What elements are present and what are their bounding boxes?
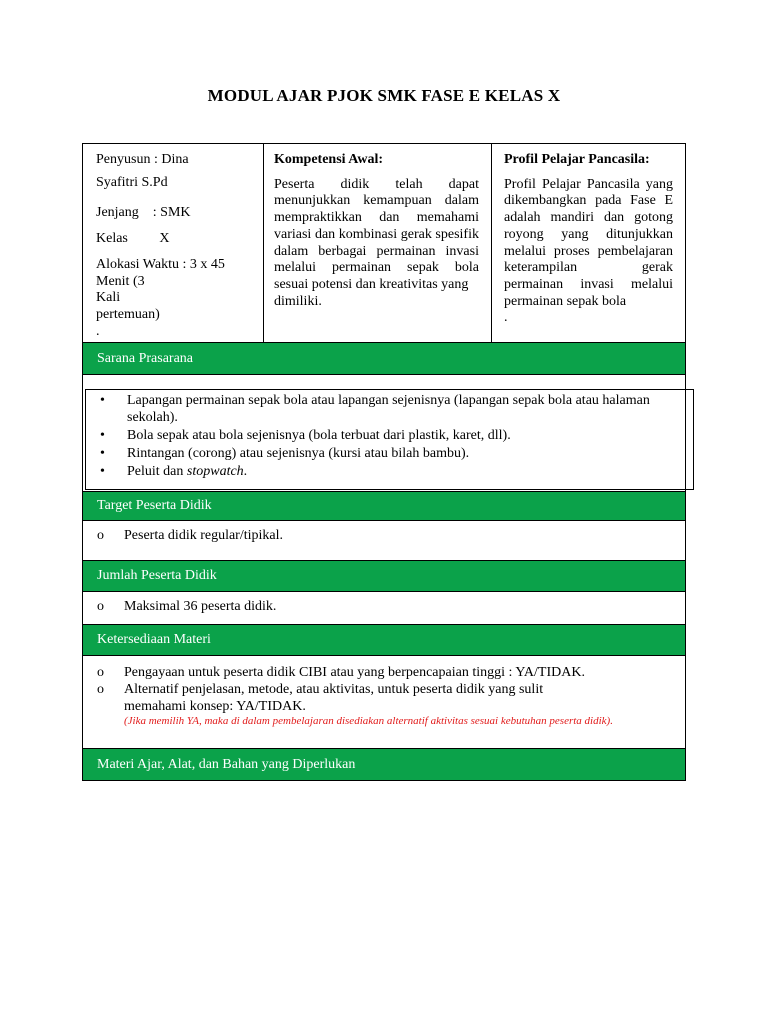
materi-label: Materi Ajar, Alat, dan Bahan yang Diperlukan [97,756,356,772]
alokasi-line5: . [96,323,100,339]
profil-tail: . [504,310,508,326]
list-item: o Maksimal 36 peserta didik. [97,599,277,614]
list-item: o Pengayaan untuk peserta didik CIBI atau yang berpencapaian tinggi : YA/TIDAK. [97,665,585,680]
profil-pelajar-cell [492,144,685,342]
materi-ajar-header [82,748,686,781]
alokasi-line2: Menit (3 [96,273,145,289]
bullet-icon [100,392,120,409]
document-title: MODUL AJAR PJOK SMK FASE E KELAS X [207,86,561,105]
alokasi-line1: Alokasi Waktu : 3 x 45 [96,256,225,272]
info-row [82,143,686,343]
sarana-label: Sarana Prasarana [97,350,194,366]
target-peserta-header [82,491,686,521]
penyusun-line2: Syafitri S.Pd [96,174,168,190]
circle-bullet-icon: o [97,528,104,543]
circle-bullet-icon: o [97,682,104,697]
jumlah-peserta-header [82,560,686,592]
jumlah-label: Jumlah Peserta Didik [97,568,217,583]
ketersediaan-label: Ketersediaan Materi [97,632,211,647]
circle-bullet-icon: o [97,665,104,680]
profil-heading: Profil Pelajar Pancasila: [504,152,650,167]
kelas-line: Kelas X [96,231,170,247]
list-item: • Peluit dan stopwatch. [86,463,673,480]
sarana-list [86,390,693,480]
jenjang-line: Jenjang : SMK [96,205,191,221]
penyusun-line1: Penyusun : Dina [96,152,189,167]
list-item: o Alternatif penjelasan, metode, atau aktivitas, untuk peserta didik yang sulit memahami konsep: YA/TIDAK. (Jika memilih YA, maka di dalam pembelajaran disediakan alternatif aktivitas sesuai kebutuhan peserta didik). [83,681,673,728]
profil-text: Profil Pelajar Pancasila yang dikembangkan pada Fase E adalah mandiri dan gotong royong yang ditunjukkan melalui proses pembelajaran keterampilan gerak permainan invasi melalui permainan sepak bola [504,176,673,309]
ketersediaan-materi-header [82,624,686,656]
ketersediaan-section [82,655,686,749]
bullet-icon [100,445,120,462]
alokasi-line3: Kali [96,290,121,306]
kompetensi-awal-cell [264,144,492,342]
jumlah-section [82,591,686,626]
ketersediaan-note: (Jika memilih YA, maka di dalam pembelajaran disediakan alternatif aktivitas sesuai kebutuhan peserta didik). [124,715,613,727]
list-item: o Peserta didik regular/tipikal. [97,528,284,543]
list-item: • Rintangan (corong) atau sejenisnya (kursi atau bilah bambu). [86,445,673,462]
alokasi-line4: pertemuan) [96,306,160,322]
list-item: • Bola sepak atau bola sejenisnya (bola terbuat dari plastik, karet, dll). [86,427,673,444]
bullet-icon [100,463,120,480]
target-label: Target Peserta Didik [97,498,212,513]
circle-bullet-icon: o [97,599,104,614]
kompetensi-heading: Kompetensi Awal: [274,152,384,167]
kompetensi-text: Peserta didik telah dapat menunjukkan kemampuan dalam mempraktikkan dan memahami variasi dan kombinasi gerak spesifik dalam berbagai permainan invasi melalui permainan sepak bola sesuai potensi dan kreativitas yang [274,176,479,292]
ketersediaan-list [83,664,673,728]
list-item: • Lapangan permainan sepak bola atau lapangan sejenisnya (lapangan sepak bola atau halaman sekolah). [86,392,673,426]
author-info-cell [83,144,264,342]
sarana-list-box [85,389,694,490]
kompetensi-tail: dimiliki. [274,293,322,309]
bullet-icon [100,427,120,444]
target-section [82,520,686,562]
sarana-prasarana-header [82,342,686,375]
